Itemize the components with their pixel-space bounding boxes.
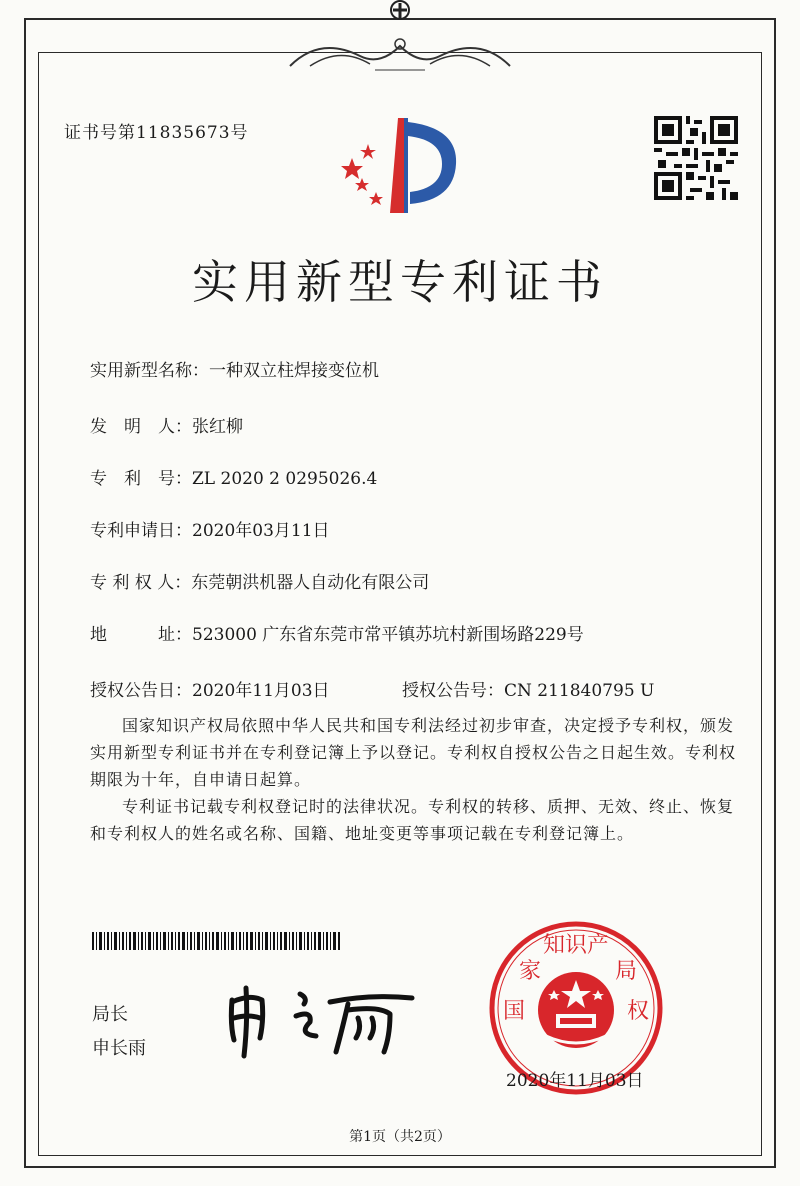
- field-value: 东莞朝洪机器人自动化有限公司: [191, 573, 430, 593]
- field-label: 地 址：: [90, 625, 192, 645]
- field-patentee: [90, 568, 429, 593]
- field-label: 授权公告日：: [90, 681, 192, 701]
- field-value: 2020年03月11日: [192, 521, 330, 541]
- field-value: CN 211840795 U: [504, 681, 655, 701]
- field-label: 专利申请日：: [90, 521, 192, 541]
- svg-text:家: 家: [518, 959, 542, 984]
- svg-text:局: 局: [614, 959, 638, 984]
- field-value: ZL 2020 2 0295026.4: [192, 469, 378, 489]
- field-label: 专 利 号：: [90, 469, 192, 489]
- svg-text:国: 国: [502, 999, 526, 1024]
- ornament-icon: [280, 26, 520, 76]
- field-inventor: [90, 412, 243, 437]
- crest-mark-icon: [386, 0, 414, 24]
- field-label: 授权公告号：: [402, 681, 504, 701]
- director-name: 申长雨: [92, 1038, 146, 1059]
- body-paragraph-2: 专利证书记载专利权登记时的法律状况。专利权的转移、质押、无效、终止、恢复和专利权人的姓名或名称、国籍、地址变更等事项记载在专利登记簿上。: [90, 797, 735, 843]
- cnipa-logo-icon: [330, 108, 470, 218]
- svg-text:权: 权: [626, 999, 650, 1024]
- page-number: 第1页（共2页）: [349, 1129, 451, 1145]
- field-value: 张红柳: [192, 417, 243, 437]
- field-application-date: [90, 516, 330, 541]
- barcode-icon: [92, 932, 342, 950]
- field-grant-date: [90, 676, 330, 701]
- field-value: 一种双立柱焊接变位机: [209, 361, 379, 381]
- certificate-number: 证书号第11835673号: [64, 123, 249, 143]
- field-patent-number: [90, 464, 377, 489]
- director-title: 局长: [92, 1004, 128, 1025]
- field-utility-model-name: [90, 356, 379, 381]
- svg-text:知识产: 知识产: [542, 933, 610, 958]
- certificate-title: 实用新型专利证书: [192, 255, 608, 309]
- field-grant-number: [402, 676, 654, 701]
- qr-code-icon: [654, 116, 738, 200]
- field-address: [90, 620, 584, 645]
- handwritten-signature: [220, 980, 420, 1060]
- body-paragraph-1: 国家知识产权局依照中华人民共和国专利法经过初步审查，决定授予专利权，颁发实用新型专利证书并在专利登记簿上予以登记。专利权自授权公告之日起生效。专利权期限为十年，自申请日起算。: [90, 716, 737, 789]
- field-label: 专 利 权 人：: [90, 573, 192, 593]
- field-value: 2020年11月03日: [192, 681, 330, 701]
- field-label: 发 明 人：: [90, 417, 192, 437]
- seal-date: 2020年11月03日: [506, 1071, 644, 1091]
- field-value: 523000 广东省东莞市常平镇苏坑村新围场路229号: [192, 625, 584, 645]
- field-label: 实用新型名称：: [90, 361, 209, 381]
